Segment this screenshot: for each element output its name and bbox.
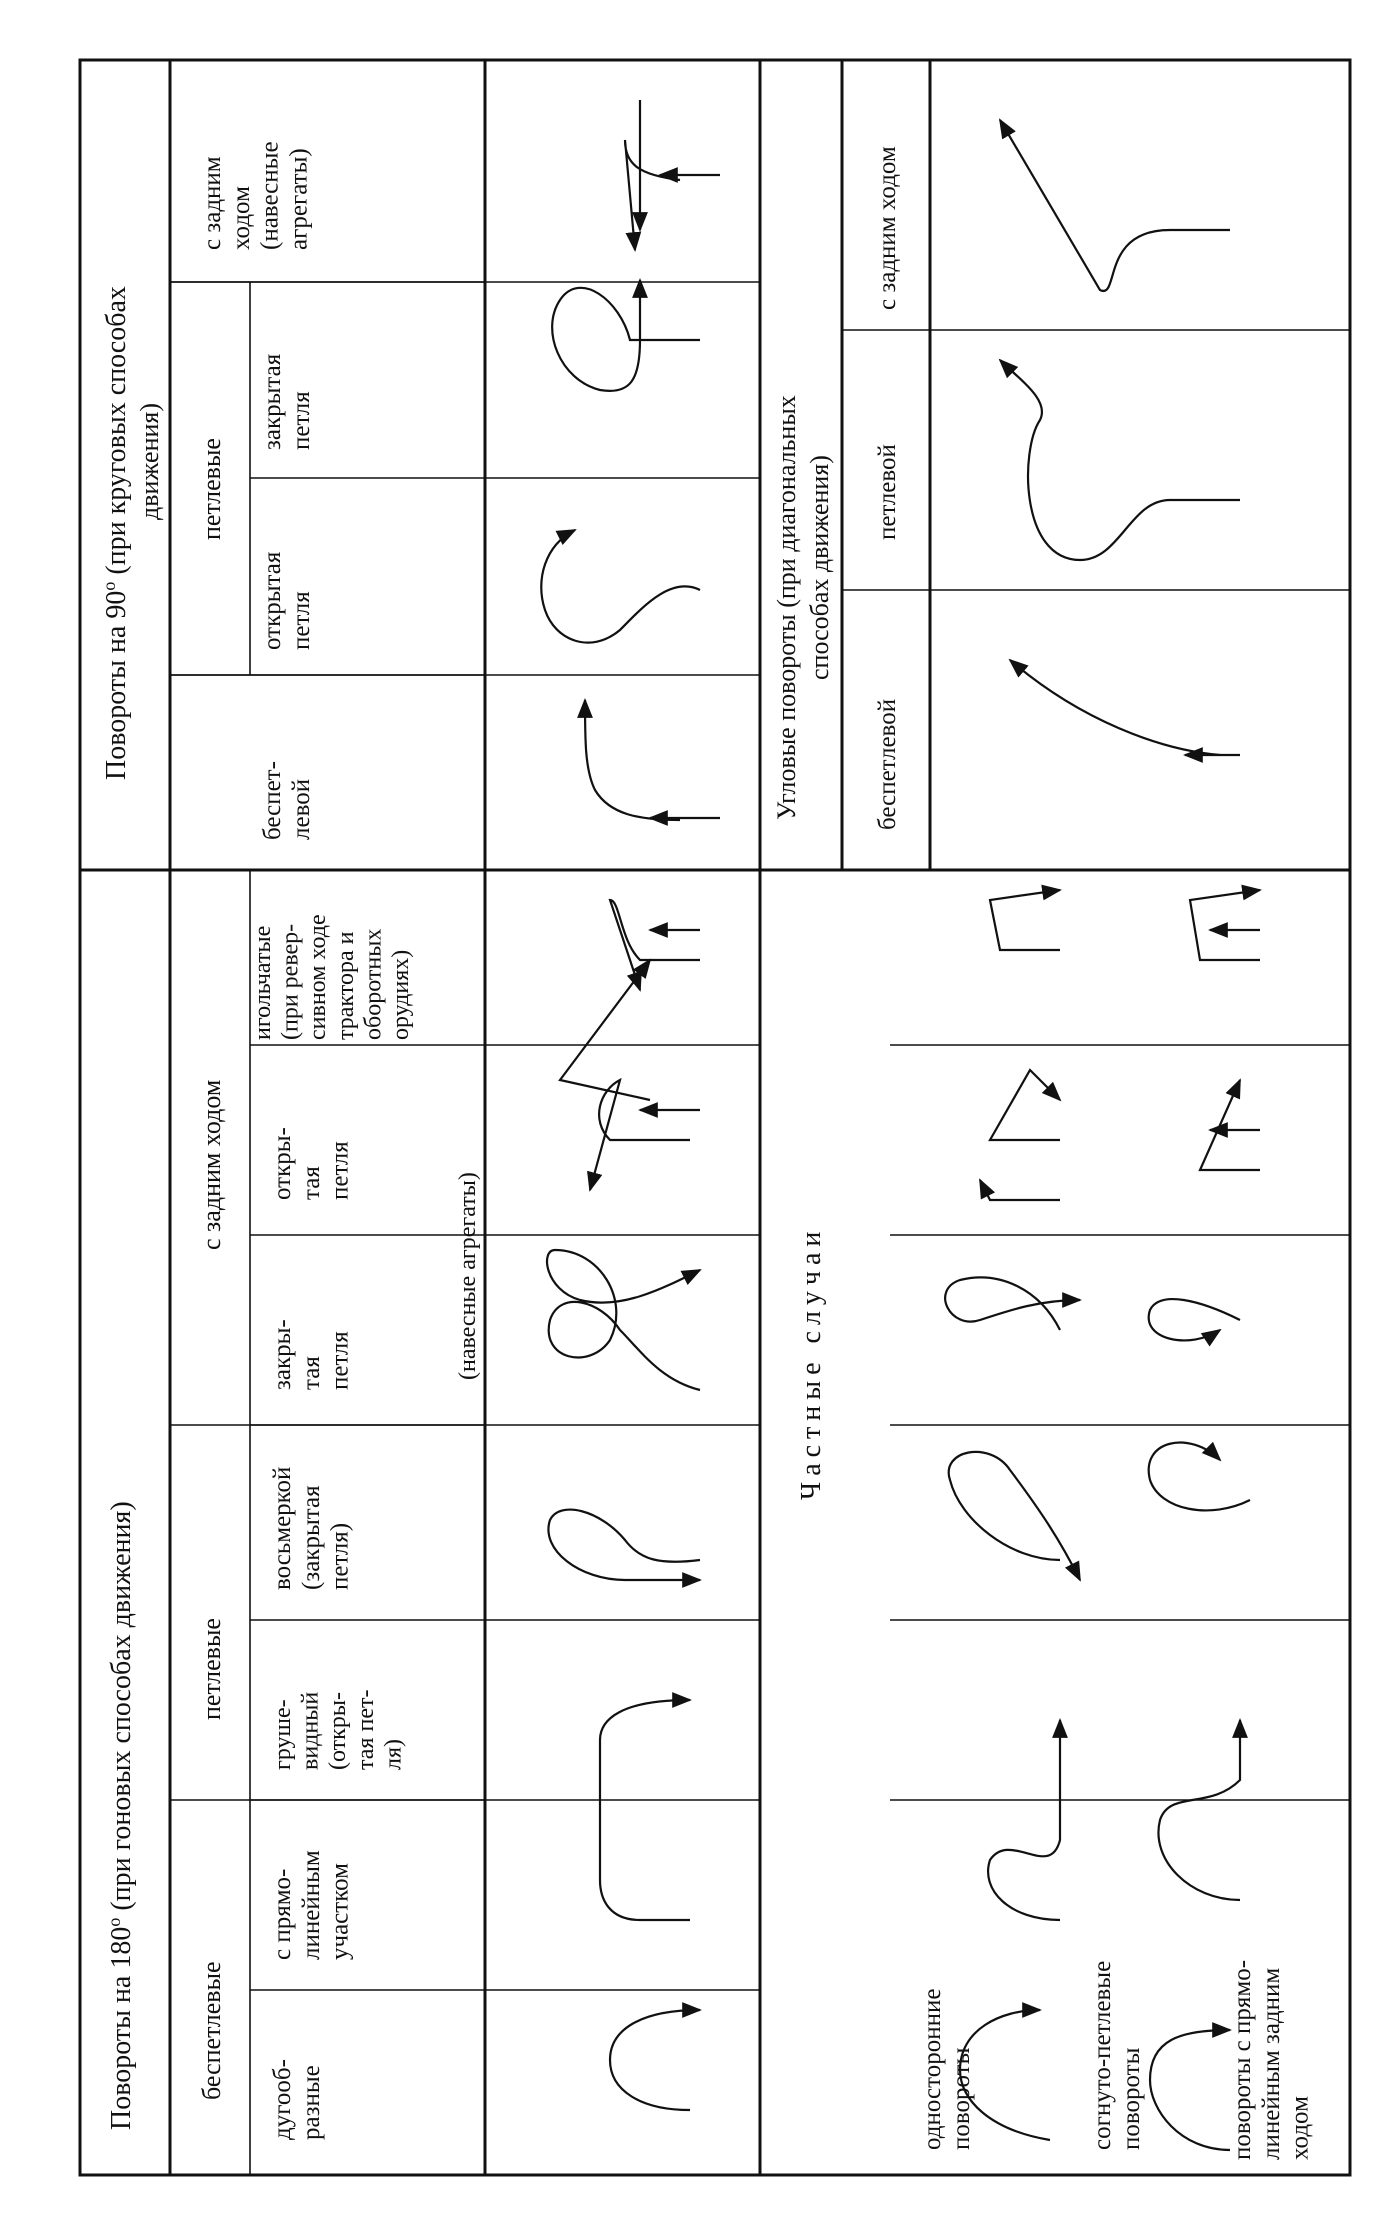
col-open-loop-rev (269, 1127, 354, 1200)
svg-text:Повороты на 180о (при гоновых (104, 1501, 137, 2130)
svg-text:Повороты на 90о (при круговых (99, 286, 132, 780)
col-closed-loop-90 (259, 353, 315, 450)
col-loopless-90 (259, 761, 315, 840)
col-reverse-ang: с задним ходом (874, 146, 901, 310)
col-pear-line: ля) (380, 1738, 407, 1770)
special-one-sided-line: повороты (947, 2047, 975, 2150)
special-bent-loop (1089, 1961, 1145, 2150)
col-open-loop-90 (259, 551, 315, 650)
col-needle-line: (при ревер- (277, 923, 304, 1040)
turns-90-note2: движения) (135, 402, 164, 520)
turns-180-deg: о (104, 1917, 124, 1927)
turns-90-title: Повороты на 90 (101, 590, 132, 780)
col-arc (269, 2059, 325, 2140)
special-straight-reverse (1229, 1960, 1314, 2160)
col-pear-line: груше- (270, 1699, 296, 1770)
special-row-labels (919, 1960, 1314, 2160)
col-needle-line: орудиях) (388, 949, 414, 1040)
angular-title2: способах движения) (805, 455, 834, 680)
col-loopless-ang: беспетлевой (874, 698, 901, 830)
turns-90-deg: о (99, 581, 119, 591)
curves-180 (547, 900, 700, 2110)
col-straight-line: линейным (297, 1850, 325, 1960)
col-open-loop-rev-line: петля (326, 1141, 354, 1200)
curves-angular (1000, 120, 1240, 755)
col-pear-line: видный (297, 1691, 324, 1770)
col-closed-loop-90-line: закрытая (259, 353, 286, 450)
col-closed-loop-rev-line: петля (326, 1331, 354, 1390)
col-pear-line: тая пет- (352, 1689, 379, 1770)
col-pear-line: (откры- (325, 1692, 352, 1770)
col-straight-line: участком (326, 1863, 354, 1960)
special-straight-reverse-line: повороты с прямо- (1229, 1959, 1256, 2160)
col-closed-loop-90-line: петля (287, 391, 315, 450)
col-eight-line: восьмеркой (269, 1466, 296, 1590)
col-loopless-90-line: левой (287, 778, 315, 840)
col-eight-line: (закрытая (297, 1485, 325, 1590)
col-eight (269, 1467, 354, 1590)
col-open-loop-rev-line: тая (297, 1166, 325, 1200)
col-needle-line: трактора и (332, 931, 359, 1040)
col-reverse-90 (199, 141, 312, 250)
col-closed-loop-rev (269, 1319, 354, 1390)
col-reverse-90-line: (навесные (256, 141, 284, 250)
turns-90-note: (при круговых способах (101, 286, 132, 575)
header-180 (104, 1501, 137, 2130)
header-angular (772, 395, 834, 820)
category-labels (197, 438, 481, 2100)
col-open-loop-90-line: петля (287, 591, 315, 650)
reverse-180-label: с задним ходом (197, 1079, 226, 1250)
col-arc-line: дугооб- (269, 2059, 296, 2140)
col-needle (250, 914, 414, 1040)
special-straight-reverse-line: ходом (1286, 2096, 1314, 2160)
loop-90-label: петлевые (197, 438, 226, 540)
special-straight-reverse-line: линейным задним (1257, 1967, 1285, 2160)
col-straight (269, 1850, 354, 1960)
loop-180-label: петлевые (197, 1618, 226, 1720)
special-bent-loop-line: повороты (1117, 2047, 1145, 2150)
mounted-note-label: (навесные агрегаты) (455, 1172, 481, 1380)
col-pear (270, 1690, 406, 1770)
turns-180-title: Повороты на 180 (106, 1926, 137, 2130)
angular-title: Угловые повороты (при диагональных (772, 395, 801, 820)
special-one-sided (919, 1989, 975, 2150)
turns-180-note: (при гоновых способах движения) (106, 1501, 137, 1911)
header-90 (99, 286, 164, 780)
col-reverse-90-line: агрегаты) (285, 148, 313, 250)
col-closed-loop-rev-line: тая (297, 1356, 325, 1390)
col-needle-line: игольчатые (250, 925, 276, 1040)
header-special (796, 1226, 827, 1500)
col-loop-ang: петлевой (874, 444, 901, 540)
special-one-sided-line: односторонние (919, 1988, 946, 2150)
col-reverse-90-line: с задним (199, 156, 226, 250)
special-bent-loop-line: согнуто-петлевые (1089, 1960, 1116, 2150)
col-open-loop-rev-line: откры- (269, 1127, 296, 1200)
col-arc-line: разные (297, 2065, 325, 2140)
col-reverse-90-line: ходом (227, 186, 255, 250)
col-straight-line: с прямо- (269, 1868, 296, 1960)
col-eight-line: петля) (326, 1522, 354, 1590)
col-open-loop-90-line: открытая (259, 551, 286, 650)
loopless-180-label: беспетлевые (197, 1961, 226, 2100)
col-needle-line: оборотных (360, 928, 387, 1040)
col-loopless-90-line: беспет- (259, 761, 286, 840)
col-needle-line: сивном ходе (305, 914, 332, 1040)
special-title: Частные случаи (796, 1225, 827, 1500)
col-closed-loop-rev-line: закры- (269, 1319, 296, 1390)
curves-90 (541, 100, 720, 820)
